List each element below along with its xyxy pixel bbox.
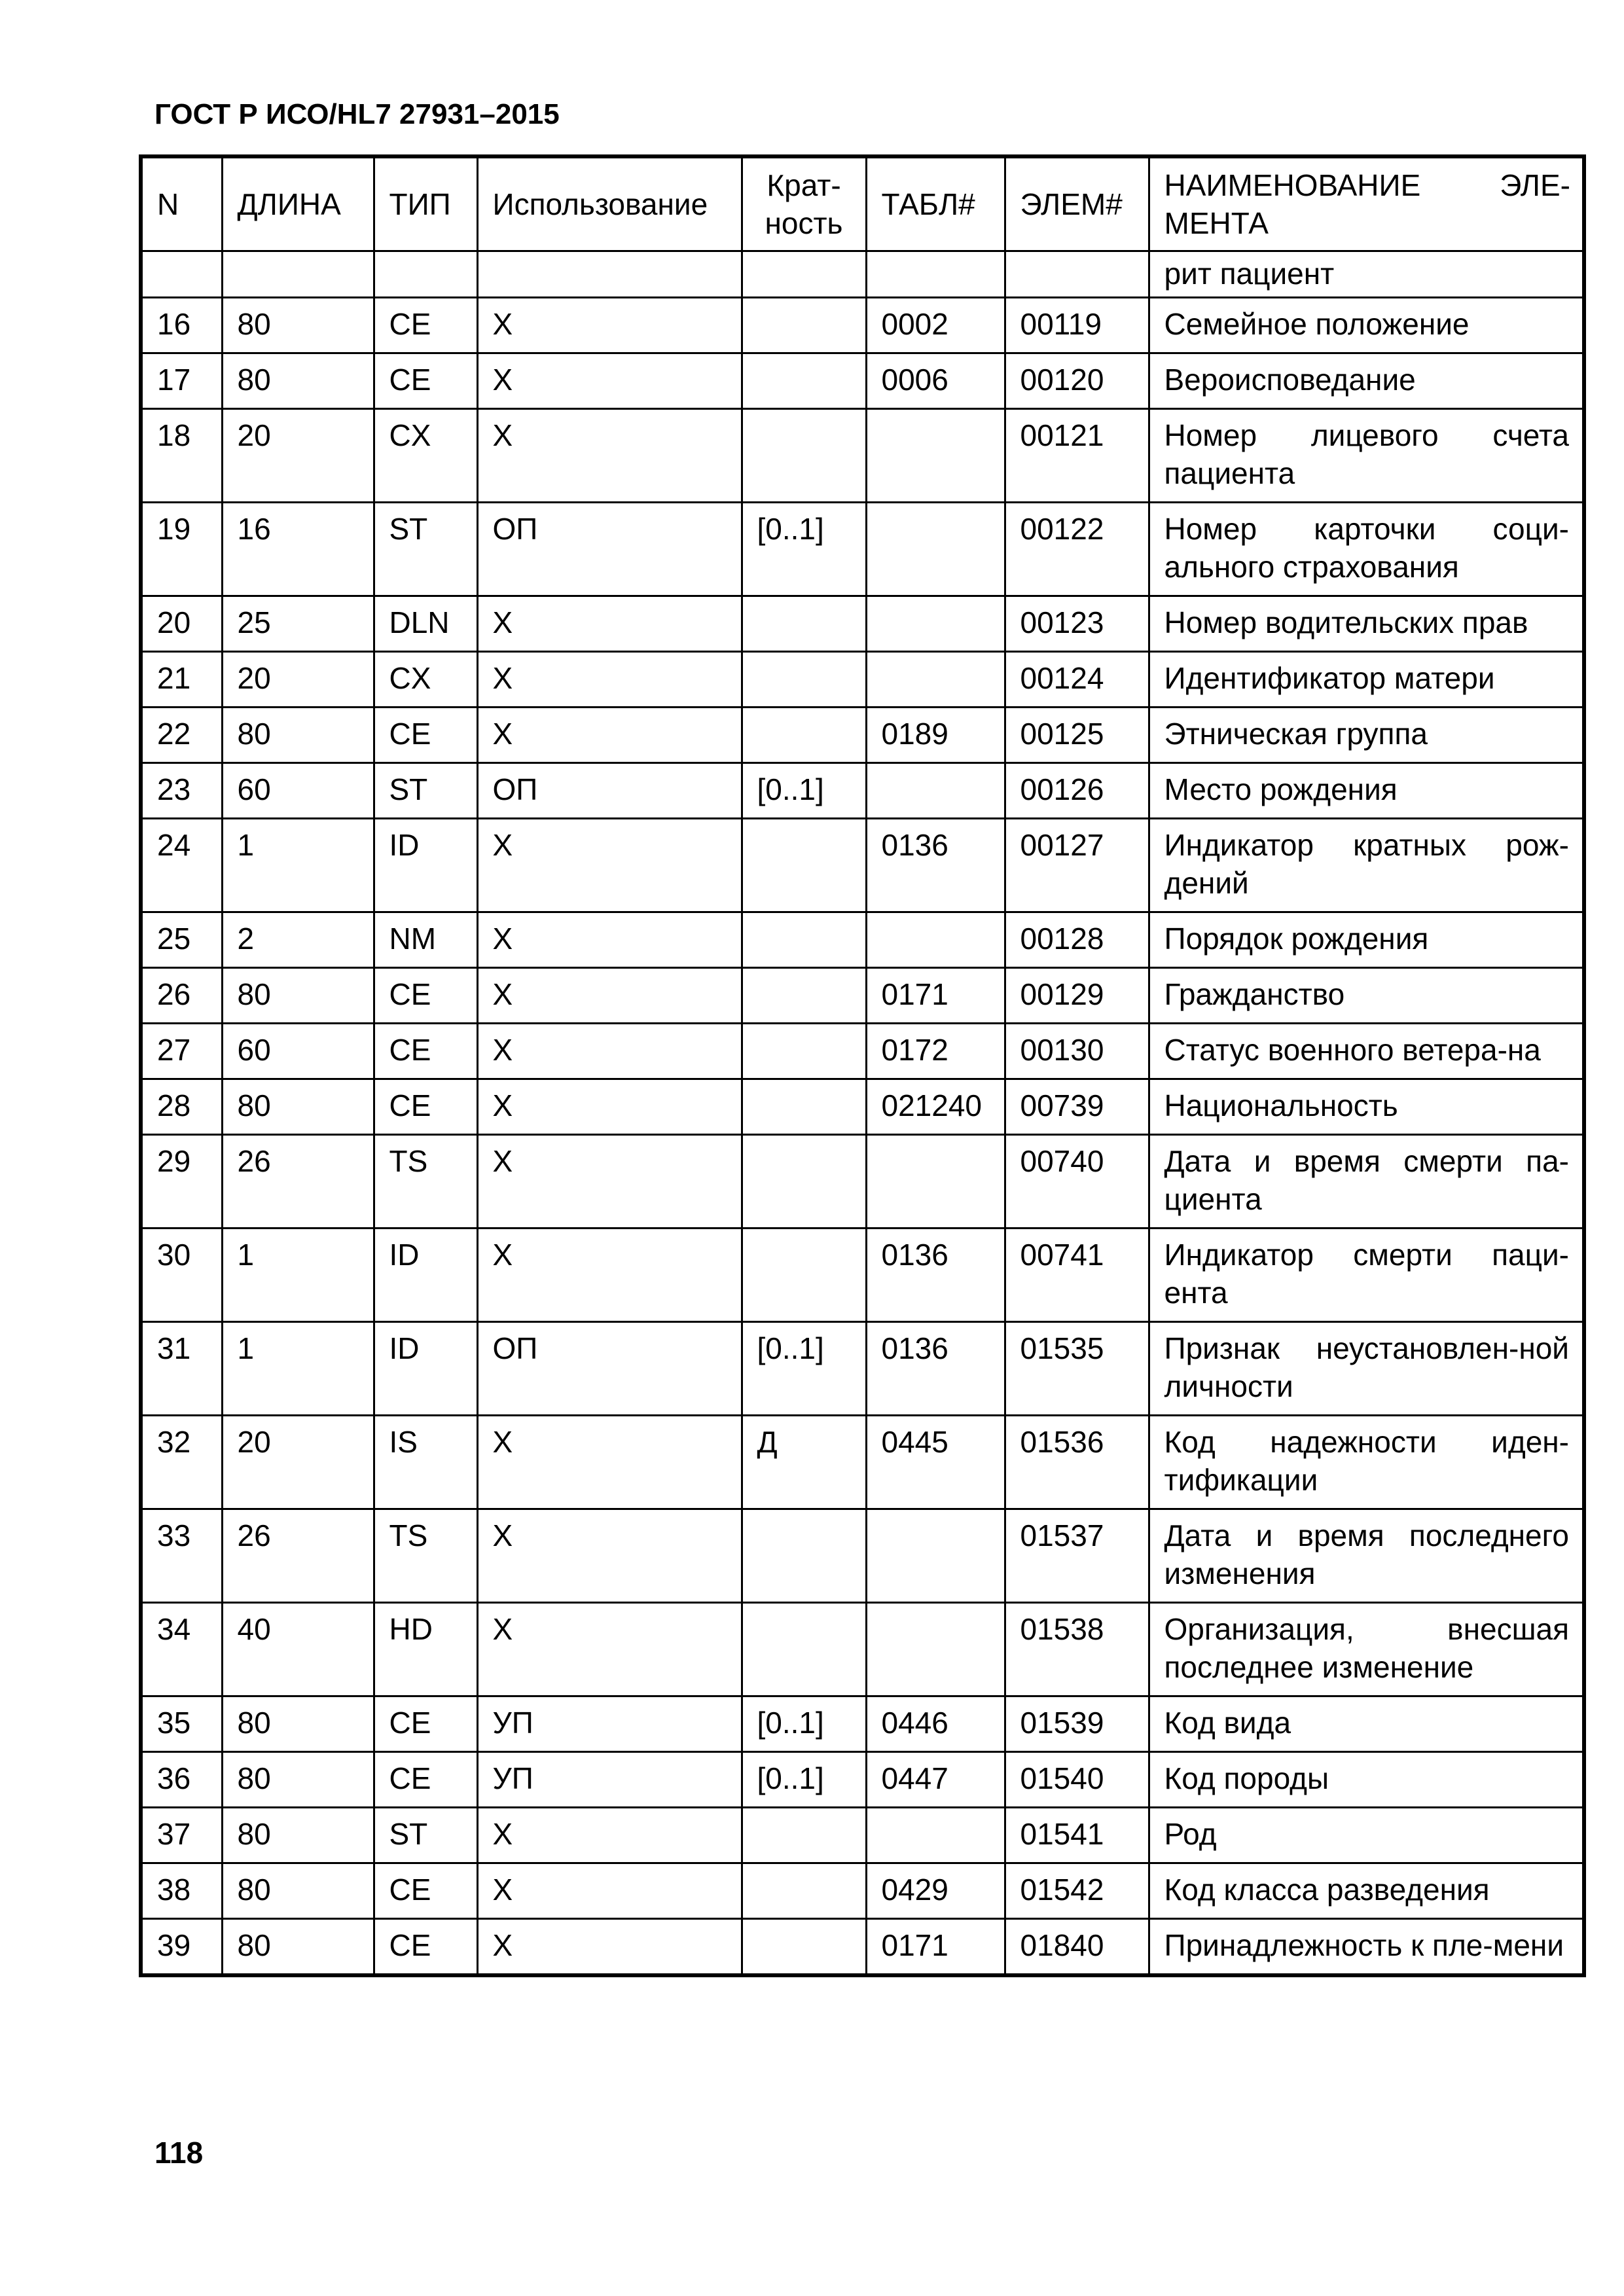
cell-length: 80: [222, 1752, 374, 1808]
cell-usage: X: [477, 708, 742, 763]
cell-n: 33: [141, 1509, 222, 1603]
cell-type: CE: [374, 1919, 477, 1976]
cell-multiplicity: [742, 1863, 866, 1919]
cell-length: 25: [222, 596, 374, 652]
cell-n: 37: [141, 1808, 222, 1863]
cell-element-name: Код надежности иден-тификации: [1149, 1416, 1584, 1509]
table-row: [141, 503, 1584, 596]
cell-element-number: 01542: [1005, 1863, 1149, 1919]
cell-usage: X: [477, 968, 742, 1024]
cell-table-number: [866, 763, 1005, 819]
cell-usage: X: [477, 1808, 742, 1863]
table-row: [141, 1079, 1584, 1135]
cell-multiplicity: [742, 409, 866, 503]
cell-type: CX: [374, 652, 477, 708]
cell-usage: X: [477, 1079, 742, 1135]
table-row: [141, 1919, 1584, 1976]
table-row: [141, 1135, 1584, 1229]
cell-n: 22: [141, 708, 222, 763]
cell-table-number: 0447: [866, 1752, 1005, 1808]
table-row: [141, 596, 1584, 652]
cell-table-number: [866, 912, 1005, 968]
cell-n: 27: [141, 1024, 222, 1079]
cell-usage: X: [477, 912, 742, 968]
column-header-usage: Использование: [477, 156, 742, 251]
cell-length: 1: [222, 1322, 374, 1416]
cell-length: 20: [222, 652, 374, 708]
cell-element-number: 00123: [1005, 596, 1149, 652]
cell-type: ST: [374, 1808, 477, 1863]
cell-element-number: 00129: [1005, 968, 1149, 1024]
cell-usage: УП: [477, 1696, 742, 1752]
cell-table-number: 0429: [866, 1863, 1005, 1919]
cell-table-number: 0171: [866, 1919, 1005, 1976]
table-row: [141, 1416, 1584, 1509]
cell-type: CE: [374, 1863, 477, 1919]
cell-n: 19: [141, 503, 222, 596]
cell-length: 1: [222, 1229, 374, 1322]
cell-length: 20: [222, 409, 374, 503]
cell-multiplicity: [742, 1509, 866, 1603]
cell-table-number: [866, 1808, 1005, 1863]
cell-element-name: Признак неустановлен-ной личности: [1149, 1322, 1584, 1416]
cell-length: 26: [222, 1135, 374, 1229]
cell-table-number: 0002: [866, 298, 1005, 353]
cell-n: 38: [141, 1863, 222, 1919]
cell-element-name: Дата и время последнего изменения: [1149, 1509, 1584, 1603]
cell-table-number: [866, 596, 1005, 652]
cell-length: 80: [222, 353, 374, 409]
cell-element-name: Вероисповедание: [1149, 353, 1584, 409]
table-row: [141, 1603, 1584, 1696]
cell-length: 26: [222, 1509, 374, 1603]
cell-element-name: Номер водительских прав: [1149, 596, 1584, 652]
cell-empty: [477, 251, 742, 298]
cell-usage: X: [477, 1024, 742, 1079]
cell-element-number: 00130: [1005, 1024, 1149, 1079]
cell-empty: [1005, 251, 1149, 298]
cell-table-number: [866, 1135, 1005, 1229]
cell-n: 32: [141, 1416, 222, 1509]
cell-n: 28: [141, 1079, 222, 1135]
cell-multiplicity: [0..1]: [742, 1752, 866, 1808]
cell-table-number: 0136: [866, 1229, 1005, 1322]
cell-table-number: 0136: [866, 1322, 1005, 1416]
cell-element-name: Этническая группа: [1149, 708, 1584, 763]
table-row: [141, 819, 1584, 912]
cell-type: CE: [374, 1752, 477, 1808]
cell-n: 25: [141, 912, 222, 968]
cell-element-name: Код породы: [1149, 1752, 1584, 1808]
cell-usage: X: [477, 1863, 742, 1919]
cell-multiplicity: [742, 353, 866, 409]
table-row: [141, 708, 1584, 763]
cell-empty: [866, 251, 1005, 298]
table-row: [141, 1322, 1584, 1416]
cell-element-number: 01535: [1005, 1322, 1149, 1416]
cell-multiplicity: [0..1]: [742, 503, 866, 596]
cell-element-name: Дата и время смерти па-циента: [1149, 1135, 1584, 1229]
cell-usage: X: [477, 298, 742, 353]
cell-usage: X: [477, 1509, 742, 1603]
cell-usage: ОП: [477, 763, 742, 819]
cell-element-number: 00127: [1005, 819, 1149, 912]
cell-element-number: 01538: [1005, 1603, 1149, 1696]
cell-n: 30: [141, 1229, 222, 1322]
cell-n: 29: [141, 1135, 222, 1229]
cell-type: CE: [374, 968, 477, 1024]
cell-length: 80: [222, 1919, 374, 1976]
cell-multiplicity: [742, 708, 866, 763]
cell-usage: ОП: [477, 1322, 742, 1416]
cell-table-number: 0006: [866, 353, 1005, 409]
cell-usage: X: [477, 1229, 742, 1322]
cell-length: 20: [222, 1416, 374, 1509]
column-header-table-number: ТАБЛ#: [866, 156, 1005, 251]
cell-element-number: 01541: [1005, 1808, 1149, 1863]
cell-element-number: 01537: [1005, 1509, 1149, 1603]
cell-usage: X: [477, 1135, 742, 1229]
cell-table-number: [866, 409, 1005, 503]
cell-n: 17: [141, 353, 222, 409]
cell-usage: X: [477, 1603, 742, 1696]
cell-multiplicity: [742, 1229, 866, 1322]
cell-table-number: 0171: [866, 968, 1005, 1024]
cell-multiplicity: [742, 1919, 866, 1976]
table-row: [141, 763, 1584, 819]
cell-element-number: 00119: [1005, 298, 1149, 353]
cell-n: 24: [141, 819, 222, 912]
cell-element-name: Статус военного ветера-на: [1149, 1024, 1584, 1079]
cell-length: 80: [222, 1696, 374, 1752]
table-row: [141, 1696, 1584, 1752]
cell-length: 80: [222, 298, 374, 353]
cell-n: 21: [141, 652, 222, 708]
column-header-type: ТИП: [374, 156, 477, 251]
cell-element-name: Семейное положение: [1149, 298, 1584, 353]
page-header: ГОСТ Р ИСО/HL7 27931–2015: [154, 98, 560, 130]
cell-type: CE: [374, 1696, 477, 1752]
cell-multiplicity: [742, 1808, 866, 1863]
cell-empty: [141, 251, 222, 298]
cell-length: 2: [222, 912, 374, 968]
cell-element-name: Род: [1149, 1808, 1584, 1863]
cell-element-name: Код вида: [1149, 1696, 1584, 1752]
cell-element-name: Место рождения: [1149, 763, 1584, 819]
cell-element-name: Принадлежность к пле-мени: [1149, 1919, 1584, 1976]
cell-n: 20: [141, 596, 222, 652]
segment-fields-table: [139, 154, 1586, 1977]
cell-usage: X: [477, 409, 742, 503]
cell-length: 80: [222, 708, 374, 763]
column-header-multiplicity: Крат-ность: [742, 156, 866, 251]
cell-type: CX: [374, 409, 477, 503]
cell-usage: УП: [477, 1752, 742, 1808]
cell-element-number: 00122: [1005, 503, 1149, 596]
cell-table-number: 0136: [866, 819, 1005, 912]
column-header-element-name: НАИМЕНОВАНИЕ ЭЛЕ-МЕНТА: [1149, 156, 1584, 251]
cell-multiplicity: [742, 1024, 866, 1079]
cell-table-number: [866, 1603, 1005, 1696]
table-row: [141, 652, 1584, 708]
cell-table-number: 0445: [866, 1416, 1005, 1509]
cell-length: 1: [222, 819, 374, 912]
cell-multiplicity: [742, 652, 866, 708]
cell-type: ID: [374, 1322, 477, 1416]
cell-length: 80: [222, 1863, 374, 1919]
cell-usage: X: [477, 353, 742, 409]
cell-length: 16: [222, 503, 374, 596]
cell-usage: X: [477, 819, 742, 912]
column-header-n: N: [141, 156, 222, 251]
cell-length: 80: [222, 1079, 374, 1135]
cell-multiplicity: [742, 596, 866, 652]
table-row: [141, 968, 1584, 1024]
cell-element-name: Организация, внесшая последнее изменение: [1149, 1603, 1584, 1696]
cell-table-number: [866, 1509, 1005, 1603]
column-header-length: ДЛИНА: [222, 156, 374, 251]
table-row: [141, 353, 1584, 409]
cell-element-name: Номер лицевого счета пациента: [1149, 409, 1584, 503]
table-row: [141, 1863, 1584, 1919]
cell-element-number: 01540: [1005, 1752, 1149, 1808]
table-row: [141, 409, 1584, 503]
continuation-row: [141, 251, 1584, 298]
cell-empty: [742, 251, 866, 298]
cell-type: HD: [374, 1603, 477, 1696]
cell-n: 16: [141, 298, 222, 353]
cell-multiplicity: [0..1]: [742, 763, 866, 819]
cell-type: CE: [374, 708, 477, 763]
cell-multiplicity: [742, 1603, 866, 1696]
cell-multiplicity: [742, 968, 866, 1024]
cell-element-number: 00741: [1005, 1229, 1149, 1322]
cell-element-number: 00124: [1005, 652, 1149, 708]
cell-multiplicity: Д: [742, 1416, 866, 1509]
table-row: [141, 1752, 1584, 1808]
table-header-row: [141, 156, 1584, 251]
cell-usage: X: [477, 1416, 742, 1509]
cell-n: 36: [141, 1752, 222, 1808]
cell-type: NM: [374, 912, 477, 968]
cell-element-number: 00739: [1005, 1079, 1149, 1135]
cell-usage: X: [477, 596, 742, 652]
cell-element-name: Идентификатор матери: [1149, 652, 1584, 708]
cell-length: 80: [222, 1808, 374, 1863]
cell-usage: X: [477, 652, 742, 708]
cell-type: ID: [374, 1229, 477, 1322]
cell-element-name: Индикатор смерти паци-ента: [1149, 1229, 1584, 1322]
cell-table-number: 0446: [866, 1696, 1005, 1752]
cell-table-number: 0172: [866, 1024, 1005, 1079]
cell-type: CE: [374, 298, 477, 353]
cell-type: ST: [374, 503, 477, 596]
cell-type: CE: [374, 1024, 477, 1079]
cell-multiplicity: [0..1]: [742, 1322, 866, 1416]
cell-empty: [222, 251, 374, 298]
cell-type: DLN: [374, 596, 477, 652]
cell-table-number: [866, 503, 1005, 596]
cell-multiplicity: [0..1]: [742, 1696, 866, 1752]
cell-element-number: 00125: [1005, 708, 1149, 763]
cell-element-number: 00120: [1005, 353, 1149, 409]
cell-type: TS: [374, 1509, 477, 1603]
cell-multiplicity: [742, 819, 866, 912]
cell-type: ID: [374, 819, 477, 912]
table-row: [141, 1229, 1584, 1322]
cell-element-number: 01536: [1005, 1416, 1149, 1509]
page-number: 118: [154, 2136, 204, 2170]
cell-multiplicity: [742, 298, 866, 353]
table-row: [141, 912, 1584, 968]
cell-element-number: 00128: [1005, 912, 1149, 968]
column-header-element-number: ЭЛЕМ#: [1005, 156, 1149, 251]
cell-element-name: Номер карточки соци-ального страхования: [1149, 503, 1584, 596]
cell-multiplicity: [742, 1135, 866, 1229]
cell-n: 23: [141, 763, 222, 819]
cell-usage: ОП: [477, 503, 742, 596]
cell-element-number: 00121: [1005, 409, 1149, 503]
cell-n: 18: [141, 409, 222, 503]
cell-empty: [374, 251, 477, 298]
table-body: [141, 251, 1584, 1976]
cell-n: 35: [141, 1696, 222, 1752]
cell-usage: X: [477, 1919, 742, 1976]
cell-element-name: Гражданство: [1149, 968, 1584, 1024]
cell-n: 34: [141, 1603, 222, 1696]
table-row: [141, 1808, 1584, 1863]
cell-table-number: 021240: [866, 1079, 1005, 1135]
cell-table-number: [866, 652, 1005, 708]
cell-n: 31: [141, 1322, 222, 1416]
cell-element-number: 00740: [1005, 1135, 1149, 1229]
cell-type: TS: [374, 1135, 477, 1229]
cell-n: 26: [141, 968, 222, 1024]
table-row: [141, 298, 1584, 353]
cell-type: CE: [374, 1079, 477, 1135]
cell-type: IS: [374, 1416, 477, 1509]
cell-length: 60: [222, 763, 374, 819]
cell-type: CE: [374, 353, 477, 409]
cell-n: 39: [141, 1919, 222, 1976]
cell-multiplicity: [742, 1079, 866, 1135]
cell-length: 80: [222, 968, 374, 1024]
cell-element-name: Национальность: [1149, 1079, 1584, 1135]
cell-length: 60: [222, 1024, 374, 1079]
table-row: [141, 1509, 1584, 1603]
cell-multiplicity: [742, 912, 866, 968]
cell-element-name: Индикатор кратных рож-дений: [1149, 819, 1584, 912]
cell-element-number: 01539: [1005, 1696, 1149, 1752]
cell-element-number: 01840: [1005, 1919, 1149, 1976]
cell-continuation-text: рит пациент: [1149, 251, 1584, 298]
table-row: [141, 1024, 1584, 1079]
cell-element-name: Код класса разведения: [1149, 1863, 1584, 1919]
cell-type: ST: [374, 763, 477, 819]
cell-element-number: 00126: [1005, 763, 1149, 819]
cell-table-number: 0189: [866, 708, 1005, 763]
cell-element-name: Порядок рождения: [1149, 912, 1584, 968]
cell-length: 40: [222, 1603, 374, 1696]
